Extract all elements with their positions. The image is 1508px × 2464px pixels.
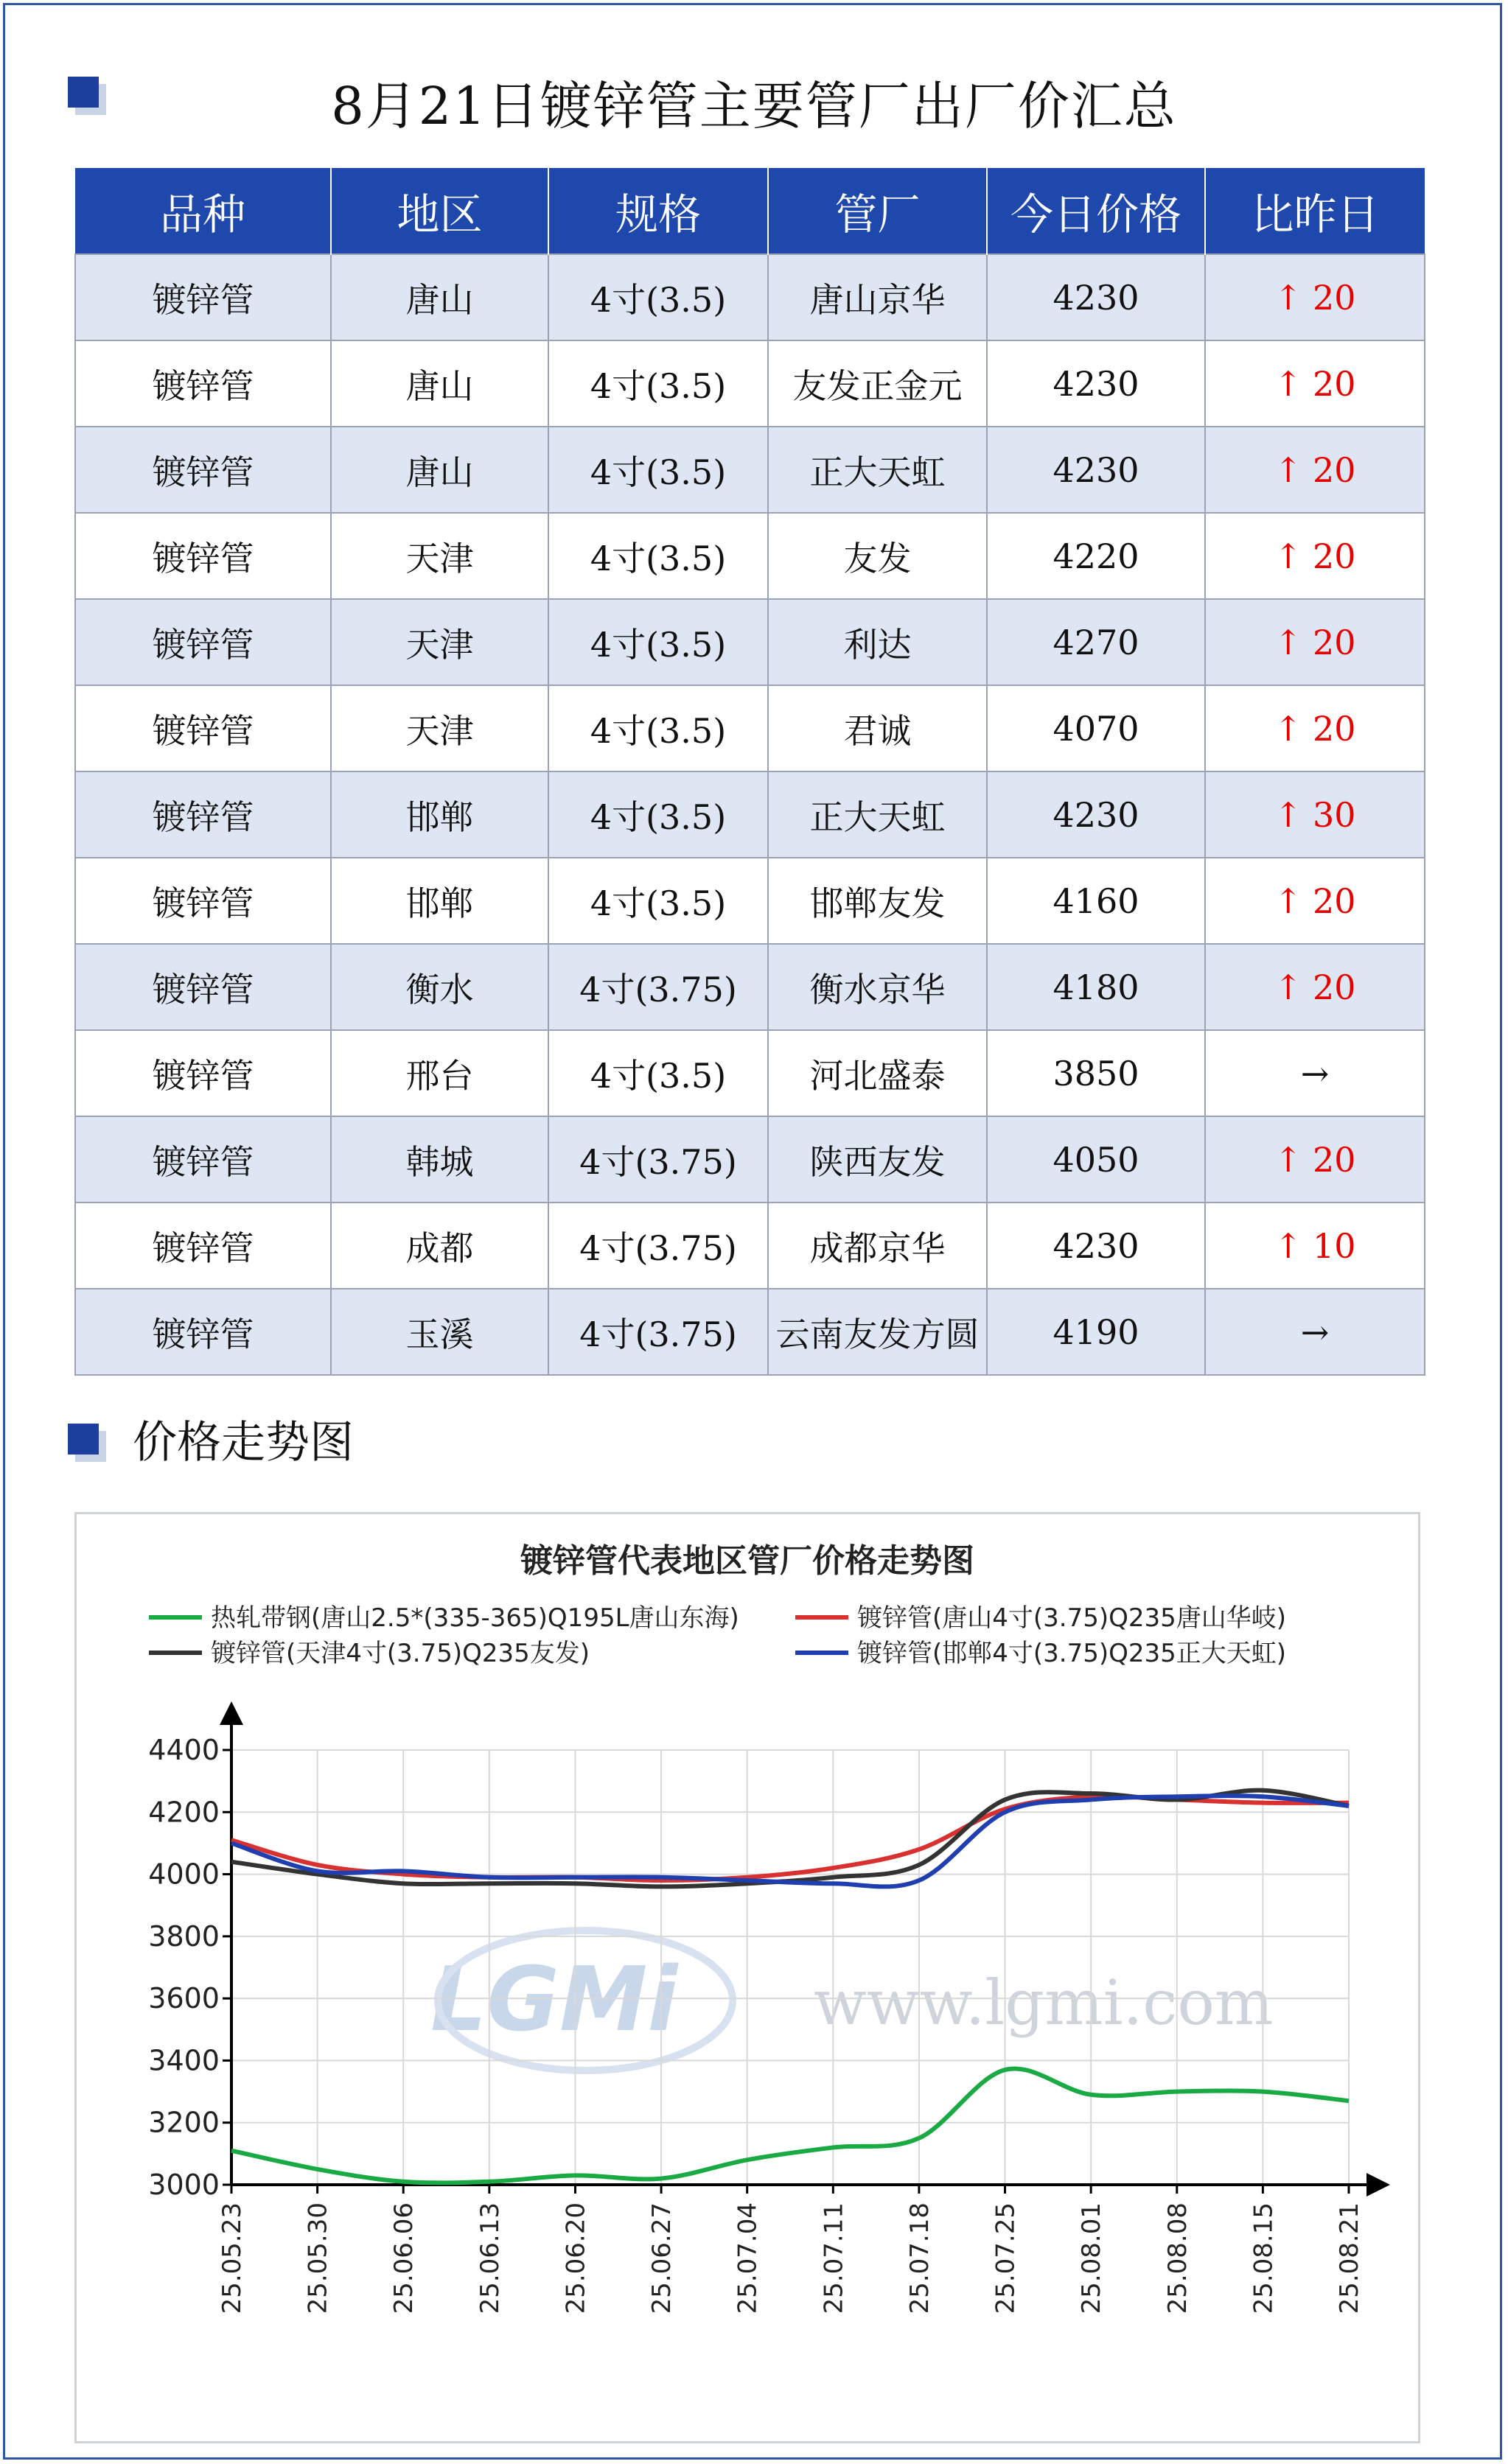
cell-change [1205,944,1425,1030]
arrow-up-icon: ↑ [1274,794,1302,835]
cell-price: 4050 [987,1116,1205,1203]
x-tick-label: 25.06.27 [647,2202,677,2314]
cell-region: 天津 [331,599,548,685]
cell-variety: 镀锌管 [75,1030,331,1116]
series-line [231,1796,1349,1880]
cell-spec: 4寸(3.5) [548,1030,768,1116]
cell-region: 唐山 [331,427,548,513]
cell-spec: 4寸(3.5) [548,254,768,340]
arrow-up-icon: ↑ [1274,363,1302,404]
header-price: 今日价格 [987,168,1205,254]
cell-mill: 唐山京华 [768,254,987,340]
x-tick-label: 25.06.06 [389,2202,419,2314]
cell-price: 4230 [987,771,1205,858]
cell-mill: 云南友发方圆 [768,1289,987,1375]
cell-price: 4270 [987,599,1205,685]
change-value: 20 [1313,536,1356,576]
change-value: 20 [1313,622,1356,662]
x-tick-label: 25.05.23 [217,2202,247,2314]
cell-price: 4230 [987,340,1205,427]
cell-mill: 利达 [768,599,987,685]
x-tick-label: 25.07.04 [733,2202,763,2314]
cell-mill: 正大天虹 [768,427,987,513]
y-tick-label: 3200 [148,2106,220,2139]
y-axis-arrow [220,1701,243,1725]
cell-region: 邢台 [331,1030,548,1116]
cell-price: 4160 [987,858,1205,944]
cell-spec: 4寸(3.5) [548,599,768,685]
cell-variety: 镀锌管 [75,1203,331,1289]
cell-variety: 镀锌管 [75,513,331,599]
arrow-up-icon: ↑ [1274,449,1302,490]
y-tick-label: 4000 [148,1858,220,1891]
arrow-up-icon: ↑ [1274,277,1302,318]
cell-change [1205,1289,1425,1375]
x-tick-label: 25.06.13 [475,2202,505,2314]
cell-variety: 镀锌管 [75,1289,331,1375]
table-row [75,685,1425,771]
watermark-logo: LGMi [430,1949,678,2051]
change-value: 20 [1313,363,1356,404]
y-tick-label: 4400 [148,1734,220,1766]
x-tick-label: 25.08.21 [1335,2202,1364,2314]
cell-price: 4230 [987,427,1205,513]
legend-label: 镀锌管(唐山4寸(3.75)Q235唐山华岐) [857,1603,1287,1633]
cell-price: 4180 [987,944,1205,1030]
cell-mill: 河北盛泰 [768,1030,987,1116]
cell-spec: 4寸(3.5) [548,513,768,599]
change-value: 20 [1313,967,1356,1007]
cell-change [1205,340,1425,427]
cell-price: 4070 [987,685,1205,771]
cell-mill: 友发 [768,513,987,599]
x-tick-label: 25.08.08 [1162,2202,1193,2314]
cell-spec: 4寸(3.75) [548,1116,768,1203]
change-value: 20 [1313,277,1356,318]
cell-mill: 陕西友发 [768,1116,987,1203]
legend-label: 镀锌管(邯郸4寸(3.75)Q235正大天虹) [857,1639,1287,1668]
cell-variety: 镀锌管 [75,771,331,858]
table-row [75,1289,1425,1375]
change-value: 20 [1313,449,1356,490]
cell-mill: 友发正金元 [768,340,987,427]
table-row [75,427,1425,513]
cell-variety: 镀锌管 [75,427,331,513]
cell-change [1205,513,1425,599]
table-row [75,944,1425,1030]
x-axis-arrow [1366,2173,1390,2197]
x-tick-label: 25.08.01 [1077,2202,1107,2314]
cell-variety: 镀锌管 [75,340,331,427]
price-trend-chart [77,1514,1418,2441]
change-value: 30 [1313,794,1356,835]
table-row [75,599,1425,685]
cell-region: 韩城 [331,1116,548,1203]
cell-region: 邯郸 [331,858,548,944]
section-square-icon [68,1424,106,1462]
cell-variety: 镀锌管 [75,599,331,685]
change-value: 20 [1313,881,1356,921]
chart-title: 镀锌管代表地区管厂价格走势图 [520,1542,974,1580]
series-line [231,2068,1349,2183]
cell-mill: 正大天虹 [768,771,987,858]
cell-price: 4230 [987,254,1205,340]
arrow-up-icon: ↑ [1274,967,1302,1007]
cell-change [1205,1030,1425,1116]
cell-change [1205,427,1425,513]
cell-change [1205,254,1425,340]
price-table [74,168,1425,1376]
x-tick-label: 25.07.18 [904,2202,935,2314]
cell-spec: 4寸(3.75) [548,1289,768,1375]
cell-change [1205,1116,1425,1203]
change-value: 10 [1313,1225,1356,1266]
y-tick-label: 3400 [148,2044,220,2077]
cell-change [1205,771,1425,858]
cell-mill: 衡水京华 [768,944,987,1030]
cell-region: 成都 [331,1203,548,1289]
x-tick-label: 25.06.20 [561,2202,591,2314]
table-row [75,1030,1425,1116]
cell-variety: 镀锌管 [75,858,331,944]
cell-variety: 镀锌管 [75,254,331,340]
arrow-right-icon: → [1300,1053,1330,1093]
header-variety: 品种 [75,168,331,254]
cell-mill: 成都京华 [768,1203,987,1289]
legend-label: 热轧带钢(唐山2.5*(335-365)Q195L唐山东海) [211,1603,739,1633]
x-tick-label: 25.07.11 [819,2202,849,2314]
table-row [75,513,1425,599]
page-title: 8月21日镀锌管主要管厂出厂价汇总 [331,76,1177,136]
x-tick-label: 25.08.15 [1249,2202,1279,2314]
x-tick-label: 25.07.25 [991,2202,1021,2314]
table-row [75,858,1425,944]
cell-change [1205,685,1425,771]
cell-variety: 镀锌管 [75,1116,331,1203]
arrow-up-icon: ↑ [1274,881,1302,921]
cell-region: 天津 [331,685,548,771]
cell-region: 玉溪 [331,1289,548,1375]
legend-label: 镀锌管(天津4寸(3.75)Q235友发) [211,1639,590,1668]
cell-spec: 4寸(3.75) [548,1203,768,1289]
chart-container [74,1512,1420,2443]
change-value: 20 [1313,708,1356,749]
cell-region: 唐山 [331,340,548,427]
header-region: 地区 [331,168,548,254]
header-mill: 管厂 [768,168,987,254]
x-tick-label: 25.05.30 [303,2202,333,2314]
section-title-trend: 价格走势图 [133,1417,354,1469]
table-row [75,1203,1425,1289]
cell-change [1205,599,1425,685]
cell-price: 3850 [987,1030,1205,1116]
arrow-up-icon: ↑ [1274,536,1302,576]
table-row [75,1116,1425,1203]
y-tick-label: 3600 [148,1982,220,2015]
cell-variety: 镀锌管 [75,944,331,1030]
header-change: 比昨日 [1205,168,1425,254]
change-value: 20 [1313,1139,1356,1180]
arrow-up-icon: ↑ [1274,622,1302,662]
cell-price: 4220 [987,513,1205,599]
table-header-row [75,168,1425,254]
cell-spec: 4寸(3.75) [548,944,768,1030]
table-row [75,340,1425,427]
y-tick-label: 3000 [148,2169,220,2201]
cell-change [1205,1203,1425,1289]
cell-region: 天津 [331,513,548,599]
arrow-up-icon: ↑ [1274,1139,1302,1180]
header-spec: 规格 [548,168,768,254]
cell-price: 4230 [987,1203,1205,1289]
y-tick-label: 3800 [148,1919,220,1953]
watermark-url: www.lgmi.com [814,1967,1274,2039]
cell-change [1205,858,1425,944]
arrow-right-icon: → [1300,1312,1330,1352]
cell-spec: 4寸(3.5) [548,427,768,513]
cell-spec: 4寸(3.5) [548,340,768,427]
cell-spec: 4寸(3.5) [548,685,768,771]
cell-variety: 镀锌管 [75,685,331,771]
y-tick-label: 4200 [148,1796,220,1829]
cell-spec: 4寸(3.5) [548,771,768,858]
arrow-up-icon: ↑ [1274,708,1302,749]
table-row [75,254,1425,340]
arrow-up-icon: ↑ [1274,1225,1302,1266]
cell-mill: 君诚 [768,685,987,771]
table-row [75,771,1425,858]
cell-region: 衡水 [331,944,548,1030]
cell-region: 邯郸 [331,771,548,858]
cell-price: 4190 [987,1289,1205,1375]
cell-mill: 邯郸友发 [768,858,987,944]
cell-spec: 4寸(3.5) [548,858,768,944]
cell-region: 唐山 [331,254,548,340]
